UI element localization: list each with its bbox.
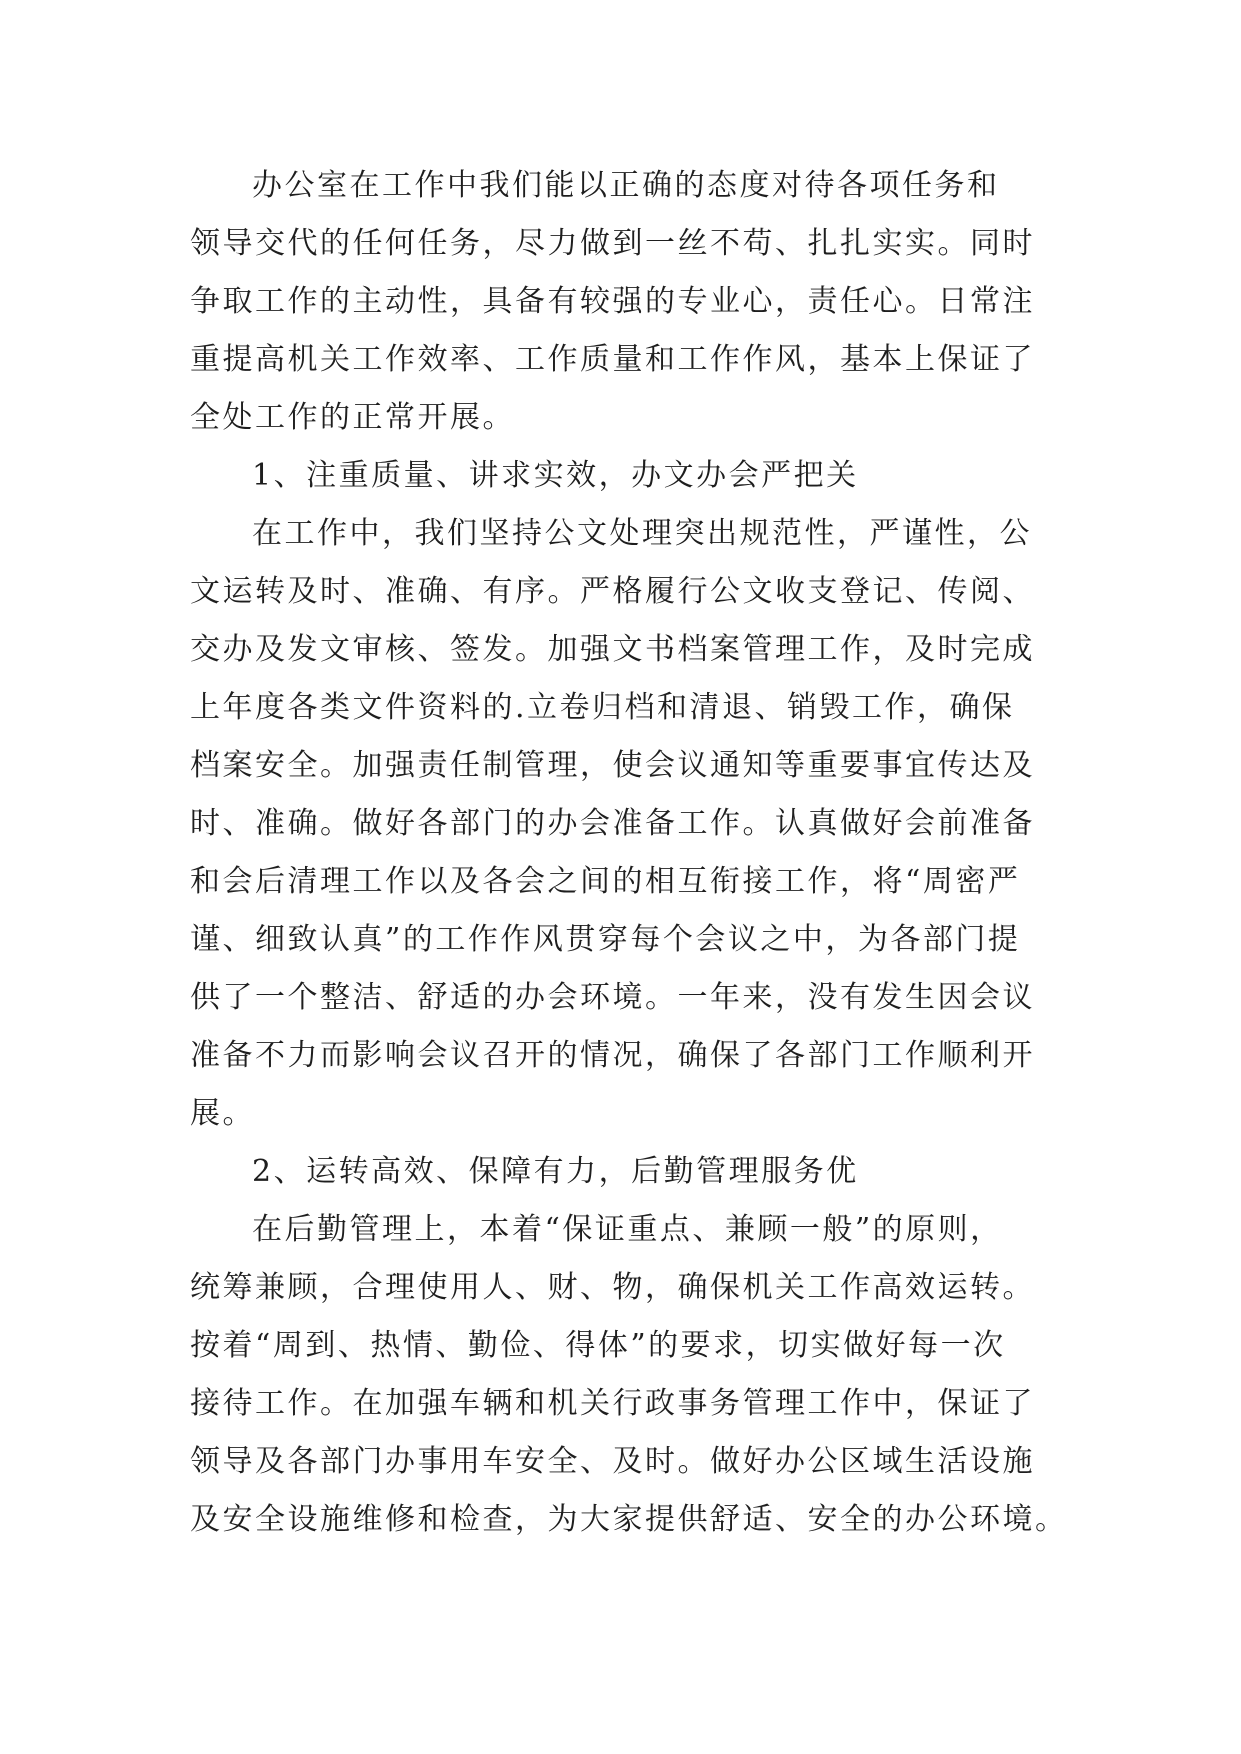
text-line: 接待工作。在加强车辆和机关行政事务管理工作中，保证了 bbox=[190, 1386, 1035, 1421]
paragraph-logistics bbox=[190, 1201, 1068, 1549]
text-line: 按着“周到、热情、勤俭、得体”的要求，切实做好每一次 bbox=[190, 1328, 1006, 1363]
section-heading-2 bbox=[190, 1143, 1060, 1201]
text-line: 统筹兼顾，合理使用人、财、物，确保机关工作高效运转。 bbox=[190, 1270, 1035, 1305]
text-line: 在后勤管理上，本着“保证重点、兼顾一般”的原则， bbox=[252, 1212, 1003, 1247]
text-line: 重提高机关工作效率、工作质量和工作作风，基本上保证了 bbox=[190, 342, 1035, 377]
text-line: 谨、细致认真”的工作作风贯穿每个会议之中，为各部门提 bbox=[190, 922, 1021, 957]
text-line: 供了一个整洁、舒适的办会环境。一年来，没有发生因会议 bbox=[190, 980, 1035, 1015]
text-line: 上年度各类文件资料的.立卷归档和清退、销毁工作，确保 bbox=[190, 690, 1015, 725]
text-line: 和会后清理工作以及各会之间的相互衔接工作，将“周密严 bbox=[190, 864, 1021, 899]
text-line: 档案安全。加强责任制管理，使会议通知等重要事宜传达及 bbox=[190, 748, 1035, 783]
text-line: 交办及发文审核、签发。加强文书档案管理工作，及时完成 bbox=[190, 632, 1035, 667]
text-line: 文运转及时、准确、有序。严格履行公文收支登记、传阅、 bbox=[190, 574, 1035, 609]
document-body bbox=[190, 157, 1068, 1549]
text-line: 全处工作的正常开展。 bbox=[190, 400, 515, 435]
text-line: 领导及各部门办事用车安全、及时。做好办公区域生活设施 bbox=[190, 1444, 1035, 1479]
section-heading-text: 2、运转高效、保障有力，后勤管理服务优 bbox=[252, 1154, 859, 1189]
section-heading-1 bbox=[190, 447, 1060, 505]
text-line: 及安全设施维修和检查，为大家提供舒适、安全的办公环境。 bbox=[190, 1502, 1068, 1537]
section-heading-text: 1、注重质量、讲求实效，办文办会严把关 bbox=[252, 458, 859, 493]
text-line: 展。 bbox=[190, 1096, 255, 1131]
text-line: 办公室在工作中我们能以正确的态度对待各项任务和 bbox=[252, 168, 1000, 203]
text-line: 领导交代的任何任务，尽力做到一丝不苟、扎扎实实。同时 bbox=[190, 226, 1035, 261]
text-line: 在工作中，我们坚持公文处理突出规范性，严谨性，公 bbox=[252, 516, 1032, 551]
text-line: 争取工作的主动性，具备有较强的专业心，责任心。日常注 bbox=[190, 284, 1035, 319]
text-line: 准备不力而影响会议召开的情况，确保了各部门工作顺利开 bbox=[190, 1038, 1035, 1073]
text-line: 时、准确。做好各部门的办会准备工作。认真做好会前准备 bbox=[190, 806, 1035, 841]
paragraph-intro bbox=[190, 157, 1060, 447]
paragraph-document-handling bbox=[190, 505, 1060, 1143]
